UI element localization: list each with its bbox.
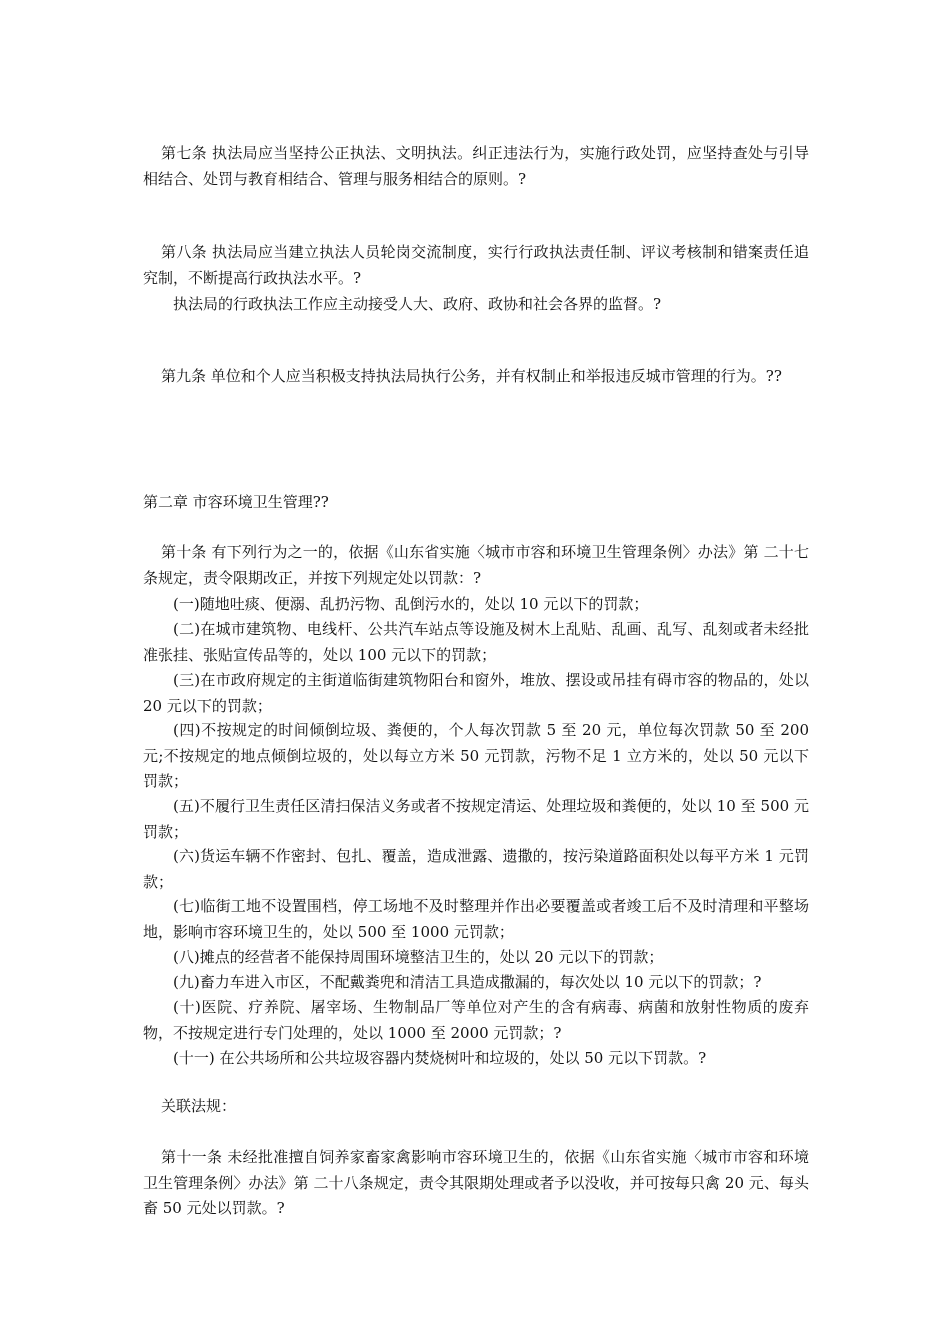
article-10-item-10: (十)医院、疗养院、屠宰场、生物制品厂等单位对产生的含有病毒、病菌和放射性物质的废弃物，不按规定进行专门处理的，处以 1000 至 2000 元罚款；? <box>143 998 809 1042</box>
article-10-item-7: (七)临街工地不设置围档，停工场地不及时整理并作出必要覆盖或者竣工后不及时清理和平整场地，影响市容环境卫生的，处以 500 至 1000 元罚款； <box>143 897 809 941</box>
document-page <box>143 0 809 1344</box>
article-8: 第八条 执法局应当建立执法人员轮岗交流制度，实行行政执法责任制、评议考核制和错案责任追究制，不断提高行政执法水平。? <box>143 243 809 287</box>
article-10-item-9: (九)畜力车进入市区，不配戴粪兜和清洁工具造成撒漏的，每次处以 10 元以下的罚款；? <box>173 973 762 991</box>
article-10-item-8: (八)摊点的经营者不能保持周围环境整洁卫生的，处以 20 元以下的罚款； <box>173 948 664 966</box>
article-8-supervision: 执法局的行政执法工作应主动接受人大、政府、政协和社会各界的监督。? <box>173 295 662 313</box>
related-laws-label: 关联法规： <box>161 1097 237 1115</box>
article-10-intro: 第十条 有下列行为之一的，依据《山东省实施〈城市市容和环境卫生管理条例〉办法》第 二十七条规定，责令限期改正，并按下列规定处以罚款：? <box>143 543 809 587</box>
article-10-item-6: (六)货运车辆不作密封、包扎、覆盖，造成泄露、遗撒的，按污染道路面积处以每平方米 1 元罚款； <box>143 847 809 891</box>
chapter-2-title: 第二章 市容环境卫生管理?? <box>143 493 329 511</box>
article-9: 第九条 单位和个人应当积极支持执法局执行公务，并有权制止和举报违反城市管理的行为。?? <box>161 367 782 385</box>
article-10-item-11: (十一) 在公共场所和公共垃圾容器内焚烧树叶和垃圾的，处以 50 元以下罚款。? <box>173 1049 707 1067</box>
article-7: 第七条 执法局应当坚持公正执法、文明执法。纠正违法行为，实施行政处罚，应坚持查处与引导相结合、处罚与教育相结合、管理与服务相结合的原则。? <box>143 144 809 188</box>
article-10-item-4: (四)不按规定的时间倾倒垃圾、粪便的，个人每次罚款 5 至 20 元，单位每次罚款 50 至 200 元;不按规定的地点倾倒垃圾的，处以每立方米 50 元罚款，污物不足 1 立方米的，处以 50 元以下罚款； <box>143 721 809 790</box>
article-10-item-3: (三)在市政府规定的主街道临街建筑物阳台和窗外，堆放、摆设或吊挂有碍市容的物品的，处以 20 元以下的罚款； <box>143 671 809 715</box>
article-10-item-2: (二)在城市建筑物、电线杆、公共汽车站点等设施及树木上乱贴、乱画、乱写、乱刻或者未经批准张挂、张贴宣传品等的，处以 100 元以下的罚款； <box>143 620 809 664</box>
article-10-item-5: (五)不履行卫生责任区清扫保洁义务或者不按规定清运、处理垃圾和粪便的，处以 10 至 500 元罚款； <box>143 797 809 841</box>
article-11: 第十一条 未经批准擅自饲养家畜家禽影响市容环境卫生的，依据《山东省实施〈城市市容和环境卫生管理条例〉办法》第 二十八条规定，责令其限期处理或者予以没收，并可按每只禽 20 元、每头畜 50 元处以罚款。? <box>143 1148 809 1217</box>
article-10-item-1: (一)随地吐痰、便溺、乱扔污物、乱倒污水的，处以 10 元以下的罚款； <box>173 595 649 613</box>
